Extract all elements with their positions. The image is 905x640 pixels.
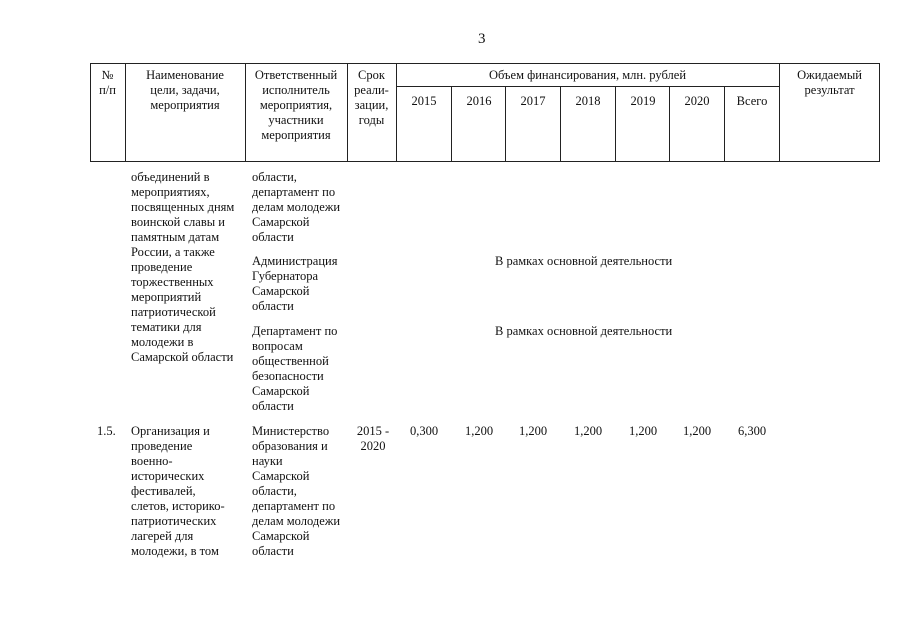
header-year-2018: 2018 — [575, 94, 601, 108]
header-year-2017: 2017 — [520, 94, 546, 108]
continued-resp-2: Администрация Губернатора Самарской области — [252, 254, 338, 313]
row-1-5-value-2020: 1,200 — [682, 424, 712, 438]
header-year-2015: 2015 — [411, 94, 437, 108]
row-1-5-value-total: 6,300 — [737, 424, 767, 438]
continued-resp-3: Департамент по вопросам общественной безопасности Самарской области — [252, 324, 338, 413]
row-1-5-value-2016: 1,200 — [464, 424, 494, 438]
header-responsible: Ответственный исполнитель мероприятия, участники мероприятия — [254, 68, 338, 142]
row-1-5-term: 2015 - 2020 — [356, 424, 390, 453]
row-1-5-value-2017: 1,200 — [518, 424, 548, 438]
header-funding: Объем финансирования, млн. рублей — [488, 68, 687, 82]
row-1-5-value-2019: 1,200 — [628, 424, 658, 438]
continued-resp-1: области, департамент по делам молодежи Самарской области — [252, 170, 341, 244]
row-1-5-value-2015: 0,300 — [409, 424, 439, 438]
continued-note-3: В рамках основной деятельности — [495, 324, 673, 338]
row-1-5-name: Организация и проведение военно- исторических фестивалей, слетов, историко- патриотических лагерей для молодежи, в том — [131, 424, 225, 558]
header-year-2016: 2016 — [466, 94, 492, 108]
continued-note-2: В рамках основной деятельности — [495, 254, 673, 268]
row-1-5-resp: Министерство образования и науки Самарской области, департамент по делам молодежи Самарской области — [252, 424, 341, 558]
page-number: 3 — [478, 31, 486, 47]
header-term: Срок реали- зации, годы — [354, 68, 389, 127]
header-name: Наименование цели, задачи, мероприятия — [146, 68, 224, 112]
header-year-2020: 2020 — [684, 94, 710, 108]
header-year-2019: 2019 — [630, 94, 656, 108]
header-result: Ожидаемый результат — [797, 68, 862, 97]
row-1-5-num: 1.5. — [97, 424, 116, 438]
header-year-total: Всего — [736, 94, 768, 108]
header-num: № п/п — [99, 68, 116, 97]
row-1-5-value-2018: 1,200 — [573, 424, 603, 438]
continued-name: объединений в мероприятиях, посвященных дням воинской славы и памятным датам России, а также проведение торжественных мероприятий патриотической тематики для молодежи в Самарской области — [131, 170, 235, 364]
